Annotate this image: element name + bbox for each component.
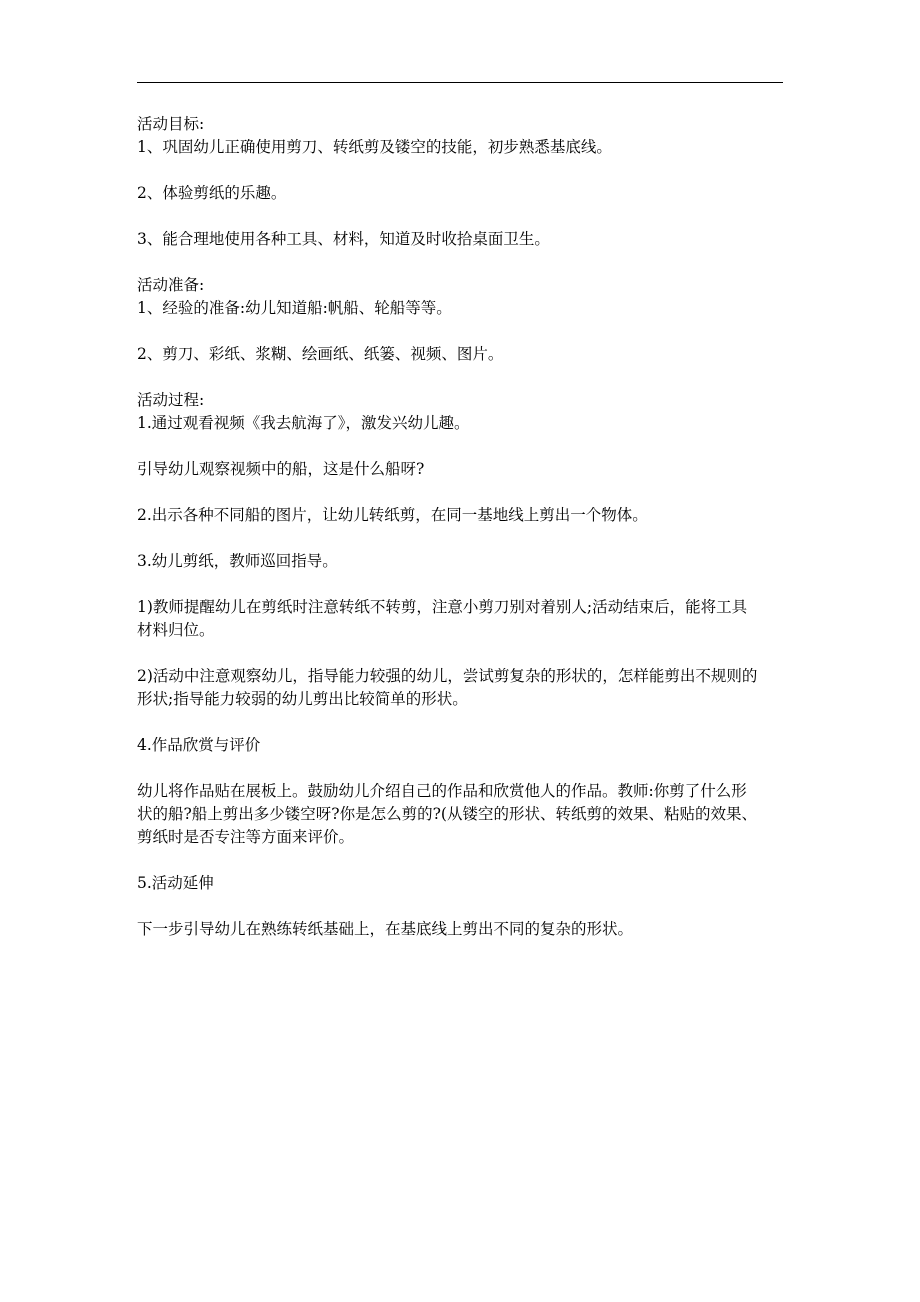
process-step-3: 3.幼儿剪纸，教师巡回指导。 [137, 552, 338, 570]
process-step-4-line-3: 剪纸时是否专注等方面来评价。 [137, 828, 355, 846]
process-step-4: 4.作品欣赏与评价 [137, 736, 261, 754]
process-sub-1-line-2: 材料归位。 [137, 621, 215, 639]
process-step-2: 2.出示各种不同船的图片，让幼儿转纸剪，在同一基地线上剪出一个物体。 [137, 506, 648, 524]
prep-heading: 活动准备: [137, 276, 205, 294]
process-step-4-line-1: 幼儿将作品贴在展板上。鼓励幼儿介绍自己的作品和欣赏他人的作品。教师:你剪了什么形 [137, 782, 747, 800]
document-body [137, 113, 787, 941]
process-sub-1-line-1: 1)教师提醒幼儿在剪纸时注意转纸不转剪，注意小剪刀别对着别人;活动结束后，能将工具 [137, 598, 748, 616]
process-heading: 活动过程: [137, 391, 205, 409]
process-step-4-line-2: 状的船?船上剪出多少镂空呀?你是怎么剪的?(从镂空的形状、转纸剪的效果、粘贴的效果、 [137, 805, 757, 823]
process-sub-2-line-1: 2)活动中注意观察幼儿，指导能力较强的幼儿，尝试剪复杂的形状的，怎样能剪出不规则的 [137, 667, 758, 685]
process-sub-2-line-2: 形状;指导能力较弱的幼儿剪出比较简单的形状。 [137, 690, 468, 708]
prep-item-2: 2、剪刀、彩纸、浆糊、绘画纸、纸篓、视频、图片。 [137, 345, 504, 363]
goal-item-2: 2、体验剪纸的乐趣。 [137, 184, 287, 202]
process-step-5-line-1: 下一步引导幼儿在熟练转纸基础上，在基底线上剪出不同的复杂的形状。 [137, 920, 634, 938]
process-step-5: 5.活动延伸 [137, 874, 214, 892]
process-step-1: 1.通过观看视频《我去航海了》，激发兴幼儿趣。 [137, 414, 470, 432]
process-step-1-note: 引导幼儿观察视频中的船，这是什么船呀? [137, 460, 425, 478]
goal-item-3: 3、能合理地使用各种工具、材料，知道及时收拾桌面卫生。 [137, 230, 550, 248]
header-rule [137, 82, 783, 83]
goal-item-1: 1、巩固幼儿正确使用剪刀、转纸剪及镂空的技能，初步熟悉基底线。 [137, 138, 612, 156]
prep-item-1: 1、经验的准备:幼儿知道船:帆船、轮船等等。 [137, 299, 452, 317]
goals-heading: 活动目标: [137, 115, 205, 133]
